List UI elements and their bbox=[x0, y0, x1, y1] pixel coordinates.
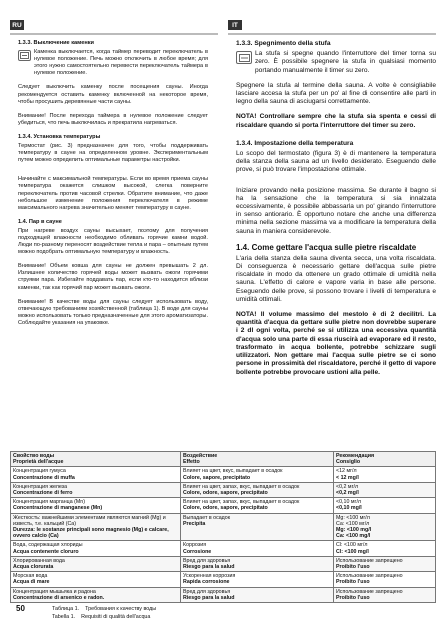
ru-1-3-3-paragraph-2: Следует выключить каменку после посещения сауны. Иногда рекомендуется оставить каменку включенной на некоторое время, чтобы просушить деревянные части сауны. bbox=[18, 84, 208, 105]
ru-1-3-3-warning: Внимание! После перехода таймера в нулевое положение следует убедиться, что печь выключилась и прекратила нагреваться. bbox=[18, 112, 208, 126]
ru-heading-1-3-4: 1.3.4. Установка температуры bbox=[18, 133, 101, 140]
table-cell: <12 мг/л < 12 mg/l bbox=[334, 467, 436, 482]
table-cell: Концентрация гумуса Concentrazione di muffa bbox=[11, 467, 181, 482]
info-note-icon bbox=[18, 50, 31, 61]
it-1-3-4-paragraph-1: Lo scopo del termostato (figura 3) è di mantenere la temperatura della stanza della sauna ad un livello desiderato. Eseguendo delle prove, si può trovare l'impostazione ottimale. bbox=[236, 150, 436, 174]
ru-1-3-4-paragraph-1: Термостат (рис. 3) предназначен для того, чтобы поддерживать температуру в сауне на определенном уровне. Экспериментальным путем можно определить оптимальные параметры настройки. bbox=[18, 143, 208, 164]
ru-1-3-4-paragraph-2: Начинайте с максимальной температуры. Если во время приема сауны температура окажется слишком высокой, слегка поверните переключатель против часовой стрелки. Обратите внимание, что даже небольшое изменение положения переключателя в режиме максимального нагрева значительно меняет температуру в сауне. bbox=[18, 176, 208, 211]
lang-tag-right: IT bbox=[228, 20, 242, 30]
it-1-3-3-paragraph-1: La stufa si spegne quando l'interruttore del timer torna su zero. È possibile spegnere la stufa in qualsiasi momento portando manualmente il timer su zero. bbox=[255, 50, 436, 74]
table-row bbox=[11, 467, 436, 482]
table-cell: Вред для здоровья Riesgo para la salud bbox=[181, 587, 334, 602]
lang-tag-left: RU bbox=[10, 20, 24, 30]
table-header-row bbox=[11, 452, 436, 467]
table-cell: Mg: <100 мг/л Ca: <100 мг/л Mg: <100 mg/l Ca: <100 mg/l bbox=[334, 513, 436, 541]
ru-1-4-paragraph-2: Внимание! Объем ковша для сауны не должен превышать 2 дл. Излишнее количество горячей воды может вызвать ожоги горячими струями пара. Избегайте поддавать пар, если кто-то находится вблизи каменки, так как горячий пар может вызвать ожоги. bbox=[18, 263, 208, 291]
table-row bbox=[11, 587, 436, 602]
table-cell: Влияет на цвет, запах, вкус, выпадает в осадок Colore, odore, sapore, precipitato bbox=[181, 498, 334, 513]
ru-heading-1-4: 1.4. Пар в сауне bbox=[18, 218, 62, 225]
table-cell: Использование запрещено Proibito l'uso bbox=[334, 572, 436, 587]
column-it bbox=[236, 40, 436, 384]
it-1-3-4-paragraph-2: Iniziare provando nella posizione massima. Se durante il bagno si ha la sensazione che la temperatura si sia innalzata eccessivamente, è possibile abbassarla un po' girando l'interruttore in senso antiorario. È opportuno notare che anche una differenza minima nella sezione massima va a modificare la temperatura della sauna in maniera considerevole. bbox=[236, 186, 436, 235]
table-header-cell: Воздействие Effetto bbox=[181, 452, 334, 467]
table-cell: Использование запрещено Proibito l'uso bbox=[334, 556, 436, 571]
table-cell: Cl: <100 мг/л Cl: <100 mg/l bbox=[334, 541, 436, 556]
it-heading-1-4: 1.4. Come gettare l'acqua sulle pietre riscaldate bbox=[236, 242, 417, 252]
ru-1-4-paragraph-3: Внимание! В качестве воды для сауны следует использовать воду, отвечающую требованиям хозяйственной (таблица 1). В воде для сауны можно использовать только предназначенные для этого ароматизаторы. Соблюдайте указания на упаковке. bbox=[18, 298, 208, 326]
table-cell: <0,10 мг/л <0,10 mg/l bbox=[334, 498, 436, 513]
table-caption-ru: Таблица 1. Требования к качеству воды bbox=[52, 606, 157, 612]
page-number: 50 bbox=[16, 604, 25, 613]
ru-heading-1-3-3: 1.3.3. Выключение каменки bbox=[18, 40, 94, 46]
table-cell: Влияет на цвет, вкус, выпадает в осадок Colore, sapore, precipitato bbox=[181, 467, 334, 482]
table-cell: <0,2 мг/л <0,2 mg/l bbox=[334, 482, 436, 497]
ru-1-3-3-paragraph-1: Каменка выключается, когда таймер переводит переключатель в нулевое положение. Печь можно отключить в любое время; для этого нужно самостоятельно перевести переключатель таймера в нулевое положение. bbox=[34, 49, 208, 77]
table-cell: Вред для здоровья Riesgo para la salud bbox=[181, 556, 334, 571]
table-row bbox=[11, 482, 436, 497]
table-cell: Концентрация железа Concentrazione di ferro bbox=[11, 482, 181, 497]
info-note-icon bbox=[236, 51, 252, 64]
it-1-4-paragraph-1: L'aria della stanza della sauna diventa secca, una volta riscaldata. Di conseguenza è necessario gettare dell'acqua sulle pietre riscaldate in modo da ottenere un grado ottimale di umidità nella sauna. L'effetto di calore e vapore varia in base alle persone. Eseguendo delle prove, si possono trovare i livelli di temperatura e umidità ottimali. bbox=[236, 254, 436, 303]
ru-section-1-3-3 bbox=[18, 49, 208, 84]
table-cell: Коррозия Corrosione bbox=[181, 541, 334, 556]
table-cell: Ускоренная коррозия Rapida corrosione bbox=[181, 572, 334, 587]
table-row bbox=[11, 541, 436, 556]
it-1-3-3-warning: NOTA! Controllare sempre che la stufa sia spenta e cessi di riscaldare quando si porta l'interruttore del timer su zero. bbox=[236, 113, 436, 129]
it-heading-1-3-3: 1.3.3. Spegnimento della stufa bbox=[236, 40, 331, 47]
table-cell: Выпадает в осадок Precipita bbox=[181, 513, 334, 541]
table-cell: Хлорированная вода Acqua clorurata bbox=[11, 556, 181, 571]
it-1-3-3-paragraph-2: Spegnere la stufa al termine della sauna. A volte è consigliabile lasciare accesa la stufa per un po' al fine di consentire alle parti in legno della sauna di asciugarsi correttamente. bbox=[236, 81, 436, 106]
table-cell: Использование запрещено Proibito l'uso bbox=[334, 587, 436, 602]
table-cell: Влияет на цвет, запах, вкус, выпадает в осадок Colore, odore, sapore, precipitato bbox=[181, 482, 334, 497]
table-header-cell: Рекомендация Consiglio bbox=[334, 452, 436, 467]
table-row bbox=[11, 556, 436, 571]
table-header-cell: Свойство воды Proprietà dell'acque bbox=[11, 452, 181, 467]
table-cell: Морская вода Acqua di mare bbox=[11, 572, 181, 587]
it-section-1-3-3 bbox=[236, 50, 436, 82]
column-ru bbox=[18, 40, 208, 334]
water-quality-table bbox=[10, 451, 436, 603]
it-1-4-paragraph-2: NOTA! Il volume massimo del mestolo è di 2 decilitri. La quantità d'acqua da gettare sulle pietre non dovrebbe superare i 2 dl ogni volta, perché se si utilizza una eccessiva quantità d'acqua solo una parte di essa riuscirà ad evaporare ed il resto, trasformato in acqua bollente, potrebbe schizzare sugli utilizzatori. Non gettare mai l'acqua sulle pietre se ci sono persone in prossimità del riscaldatore, perché il getto di vapore bollente potrebbe provocare ustioni alla pelle. bbox=[236, 311, 436, 376]
header-rule-left bbox=[10, 33, 218, 35]
table-cell: Концентрация мышьяка и радона Concentrazione di arsenico e radon. bbox=[11, 587, 181, 602]
header-rule-right bbox=[228, 33, 436, 35]
table-caption-it: Tabella 1. Requisiti di qualità dell'acqua bbox=[52, 614, 151, 620]
table-cell: Концентрация марганца (Mn) Concentrazione di manganese (Mn) bbox=[11, 498, 181, 513]
table-cell: Жесткость: важнейшими элементами являются магний (Mg) и известь, т.е. кальций (Ca) Durezza: le sostanze principali sono magnesio (Mg) e calcare, ovvero calcio (Ca) bbox=[11, 513, 181, 541]
table-row bbox=[11, 572, 436, 587]
ru-1-4-paragraph-1: При нагреве воздух сауны высыхает, поэтому для получения подходящей влажности необходимо обливать горячие камни водой. Люди по-разному переносят воздействие тепла и пара – опытным путем можно подобрать оптимальную температуру и влажность. bbox=[18, 227, 208, 256]
table-cell: Вода, содержащая хлориды Acqua contenente cloruro bbox=[11, 541, 181, 556]
table-row bbox=[11, 498, 436, 513]
it-heading-1-3-4: 1.3.4. Impostazione della temperatura bbox=[236, 139, 354, 147]
table-row bbox=[11, 513, 436, 541]
